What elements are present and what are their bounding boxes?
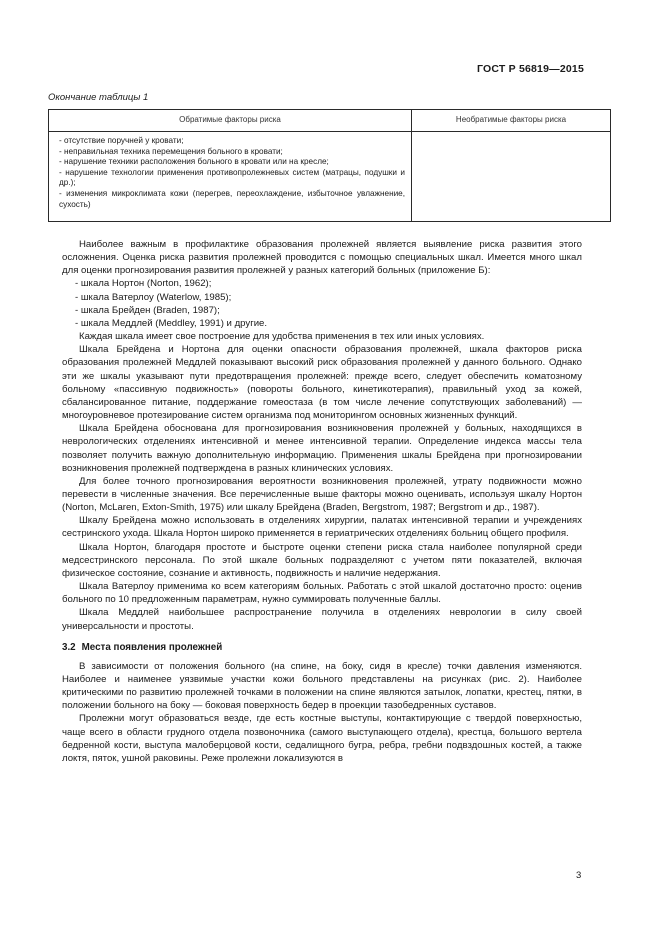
table-row: [49, 132, 611, 222]
section-number: 3.2: [62, 641, 76, 653]
table-caption: Окончание таблицы 1: [48, 92, 149, 103]
list-item: - шкала Нортон (Norton, 1962);: [75, 278, 212, 290]
page-number: 3: [576, 870, 582, 881]
body-text: [62, 238, 582, 765]
risk-factors-table: [48, 109, 611, 222]
factor-item: - нарушение техники расположения больного в кровати или на кресле;: [59, 157, 329, 167]
paragraph: Каждая шкала имеет свое построение для удобства применения в тех или иных условиях.: [79, 331, 485, 343]
paragraph: Шкалу Брейдена можно использовать в отделениях хирургии, палатах интенсивной терапии и учреждениях сестринского ухода. Шкала Нортон широко применяется в гериатрических отделениях больниц общего профиля.: [62, 515, 582, 540]
paragraph: Шкала Меддлей наибольшее распространение получила в отделениях неврологии в силу своей универсальности и простоты.: [62, 607, 582, 632]
table-header-row: [49, 110, 611, 132]
paragraph: Для более точного прогнозирования вероятности возникновения пролежней, утрату подвижности можно перевести в численные значения. Все перечисленные выше факторы можно оценивать, используя шкалу Нортон (Norton, McLaren, Exton-Smith, 1975) или шкалу Брейдена (Braden, Bergstrom, 1987; Bergstrom и др., 1987).: [62, 475, 582, 514]
standard-number: ГОСТ Р 56819—2015: [476, 63, 584, 75]
paragraph: Пролежни могут образоваться везде, где есть костные выступы, контактирующие с твердой поверхностью, чаще всего в области грудного отдела позвоночника (самого выступающего отдела), крестца, большого вертела бедренной кости, выступа малоберцовой кости, седалищного бугра, ребра, гребни подвздошных костей, а также локтя, пяток, ушной раковины. Реже пролежни локализуются в: [62, 713, 582, 764]
paragraph: В зависимости от положения больного (на спине, на боку, сидя в кресле) точки давления изменяются. Наиболее и наименее уязвимые участки кожи больного представлены на рисунках (рис. 2). Наиболее критическими по развитию пролежней точками в положении на спине являются затылок, лопатки, крестец, пятки, в положении больного на боку — боковая поверхность бедер в проекции тазобедренных суставов.: [62, 660, 582, 712]
irreversible-header: Необратимые факторы риска: [412, 110, 611, 132]
scale-list: [62, 277, 582, 330]
paragraph: Наиболее важным в профилактике образования пролежней является выявление риска развития этого осложнения. Оценка риска развития пролежней проводится с помощью специальных шкал. Имеется много шкал для оценки прогнозирования развития пролежней у разных категорий больных (приложение Б):: [62, 239, 582, 277]
factor-item: - неправильная техника перемещения больного в кровати;: [59, 146, 283, 156]
paragraph: Шкала Нортон, благодаря простоте и быстроте оценки степени риска стала наиболее популярной среди медсестринского персонала. По этой шкале больных подразделяют с учетом пяти показателей, включая физическое состояние, сознание и активность, подвижность и наличие недержания.: [62, 541, 582, 579]
irreversible-factors-cell: [412, 132, 611, 222]
paragraph: Шкала Ватерлоу применима ко всем категориям больных. Работать с этой шкалой достаточно просто: оценив больного по 10 предложенным параметрам, нужно суммировать полученные баллы.: [62, 581, 582, 606]
factor-item: - изменения микроклимата кожи (перегрев, переохлаждение, избыточное увлажнение, сухость): [59, 188, 405, 209]
factor-item: - нарушение технологии применения противопролежневых систем (матрацы, подушки и др.);: [59, 167, 405, 188]
list-item: - шкала Брейден (Braden, 1987);: [75, 304, 220, 316]
factor-item: - отсутствие поручней у кровати;: [59, 136, 184, 145]
reversible-header: Обратимые факторы риска: [49, 110, 412, 132]
section-heading: [62, 641, 582, 654]
section-title: Места появления пролежней: [81, 641, 223, 653]
list-item: - шкала Меддлей (Meddley, 1991) и другие.: [75, 317, 268, 329]
paragraph: Шкала Брейдена и Нортона для оценки опасности образования пролежней, шкала факторов риска образования пролежней Меддлей показывают высокий риск образования пролежней у данного больного. Однако эти же шкалы указывают пути предотвращения пролежней: прежде всего, следует обеспечить коматозному больному «пассивную подвижность» (повороты больного, кинетикотерапия), правильный уход за кожей, сбалансированное питание, поддержание гомеостаза (в том числе лечение сопутствующих заболеваний) — многоуровневое протезирование систем организма под мониторингом основных жизненных функций.: [62, 344, 582, 422]
reversible-factors-cell: [49, 132, 412, 222]
list-item: - шкала Ватерлоу (Waterlow, 1985);: [75, 291, 232, 303]
paragraph: Шкала Брейдена обоснована для прогнозирования возникновения пролежней у больных, находящихся в неврологических отделениях интенсивной и менее интенсивной терапии. Определение индекса массы тела позволяет получить важную дополнительную информацию. Применения шкалы Брейдена при прогнозировании возникновения пролежней подтверждена в разных клинических условиях.: [62, 423, 582, 474]
